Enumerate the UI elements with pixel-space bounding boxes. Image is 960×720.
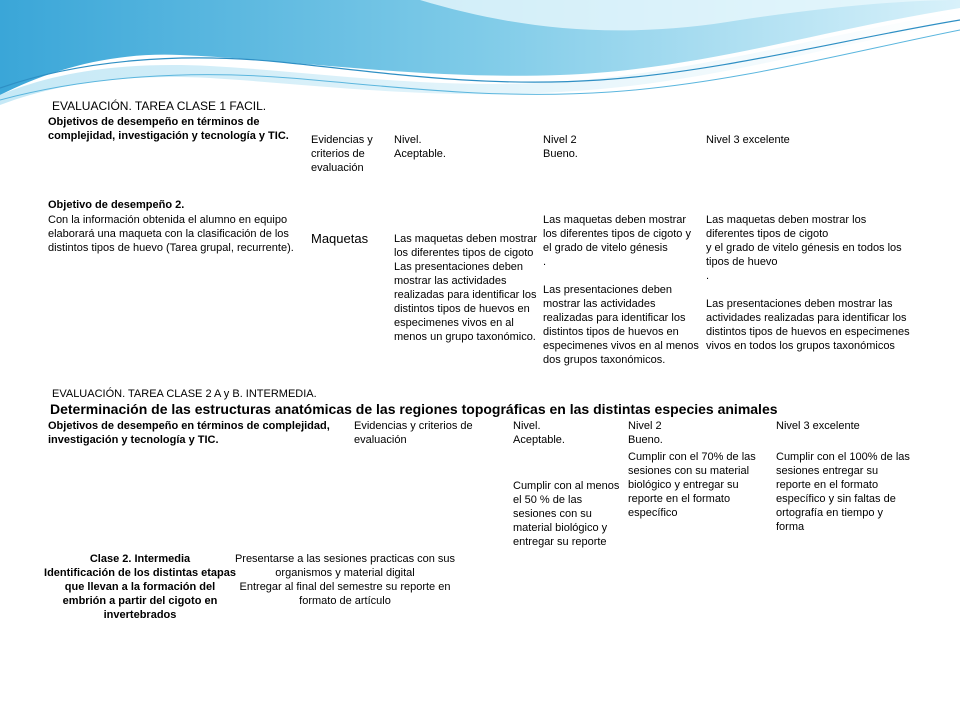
section2-header-evidence: Evidencias y criterios de evaluación: [354, 420, 473, 446]
section1-header-level1: Nivel. Aceptable.: [394, 134, 446, 160]
section1-level2: Las maquetas deben mostrar los diferentes tipos de cigoto y el grado de vitelo génesis . Las presentaciones deben mostrar las actividades realizadas para identificar los distintos tipos de huevos en especimenes vivos en al menos dos grupos taxonómicos.: [543, 214, 699, 366]
section1-header-level2: Nivel 2 Bueno.: [543, 134, 578, 160]
section2-subtitle: Determinación de las estructuras anatómicas de las regiones topográficas en las distintas especies animales: [50, 401, 778, 417]
section1-level3: Las maquetas deben mostrar los diferentes tipos de cigoto y el grado de vitelo génesis en todos los tipos de huevo . Las presentaciones deben mostrar las actividades realizadas para identificar los distintos tipos de huevos en especimenes vivos en todos los grupos taxonómicos: [706, 214, 910, 352]
section1-header-objectives: Objetivos de desempeño en términos de complejidad, investigación y tecnología y TIC.: [48, 116, 289, 142]
section1-header-level3: Nivel 3 excelente: [706, 134, 790, 146]
section1-evidence: Maquetas: [311, 231, 369, 246]
section1-objective-text: Con la información obtenida el alumno en equipo elaborará una maqueta con la clasificación de los distintos tipos de huevo (Tarea grupal, recurrente).: [48, 214, 294, 254]
section1-objective-title: Objetivo de desempeño 2.: [48, 199, 185, 211]
section2-level2: Cumplir con el 70% de las sesiones con su material biológico y entregar su reporte en el formato específico: [628, 451, 756, 519]
section1-header-evidence: Evidencias y criterios de evaluación: [311, 134, 373, 174]
section1-title: EVALUACIÓN. TAREA CLASE 1 FACIL.: [52, 99, 267, 113]
section1-level1: Las maquetas deben mostrar los diferentes tipos de cigoto Las presentaciones deben mostrar las actividades realizadas para identificar los distintos tipos de huevos en especimenes vivos en al menos un grupo taxonómico.: [394, 233, 538, 343]
section2-title: EVALUACIÓN. TAREA CLASE 2 A y B. INTERMEDIA.: [52, 388, 317, 400]
section2-level3: Cumplir con el 100% de las sesiones entregar su reporte en el formato específico y sin faltas de ortografía en tiempo y forma: [776, 451, 910, 533]
section2-objective: Clase 2. Intermedia Identificación de los distintas etapas que llevan a la formación del embrión a partir del cigoto en invertebrados: [44, 553, 236, 621]
section2-header-level1: Nivel. Aceptable.: [513, 420, 565, 446]
section2-header-objectives: Objetivos de desempeño en términos de complejidad, investigación y tecnología y TIC.: [48, 420, 330, 446]
section2-level1: Cumplir con al menos el 50 % de las sesiones con su material biológico y entregar su reporte: [513, 480, 620, 548]
section2-evidence: Presentarse a las sesiones practicas con sus organismos y material digital Entregar al final del semestre su reporte en formato de artículo: [234, 553, 456, 607]
section2-header-level3: Nivel 3 excelente: [776, 420, 860, 432]
section2-header-level2: Nivel 2 Bueno.: [628, 420, 663, 446]
